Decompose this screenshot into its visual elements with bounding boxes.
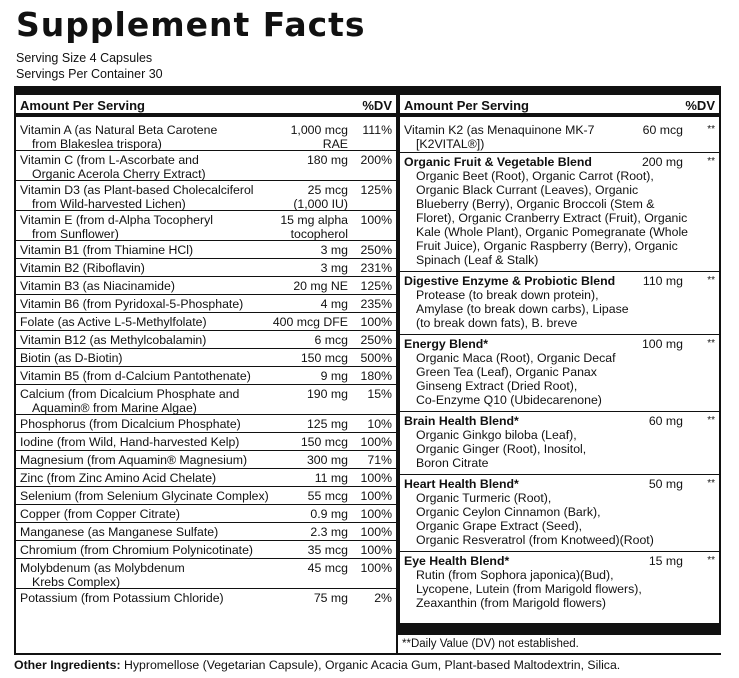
right-facts-panel [398, 95, 721, 623]
nutrient-dv: 100% [360, 471, 392, 485]
amount-line: 25 mcg [307, 183, 348, 197]
nutrient-amount [321, 297, 348, 311]
nutrient-name-line: Phosphorus (from Dicalcium Phosphate) [20, 417, 241, 431]
nutrient-name-line: Vitamin B2 (Riboflavin) [20, 261, 145, 275]
blend-name [404, 414, 586, 470]
nutrient-name-line: Vitamin B6 (from Pyridoxal-5-Phosphate) [20, 297, 244, 311]
amount-line: 55 mcg [307, 489, 348, 503]
blend-ingredient-line: Co-Enzyme Q10 (Ubidecarenone) [416, 393, 602, 407]
amount-line: (1,000 IU) [293, 197, 348, 211]
nutrient-name-line: Calcium (from Dicalcium Phosphate and [20, 387, 240, 401]
amount-line: 11 mg [314, 471, 348, 485]
nutrient-amount [307, 153, 348, 167]
dv-footnote: **Daily Value (DV) not established. [402, 638, 579, 650]
nutrient-amount [321, 369, 348, 383]
nutrient-name-line: Vitamin B1 (from Thiamine HCl) [20, 243, 194, 257]
nutrient-name-line: Vitamin B3 (as Niacinamide) [20, 279, 175, 293]
nutrient-name [20, 153, 206, 181]
blend-name [404, 554, 642, 610]
nutrient-name [20, 279, 175, 293]
blend-ingredient-line: Boron Citrate [416, 456, 489, 470]
nutrient-dv: 231% [360, 261, 392, 275]
blend-ingredient-line: Lycopene, Lutein (from Marigold flowers), [416, 582, 642, 596]
blend-amount: 60 mg [648, 414, 683, 428]
nutrient-name [20, 183, 254, 211]
nutrient-amount [308, 561, 348, 575]
nutrient-name-line: Vitamin C (from L-Ascorbate and [20, 153, 199, 167]
nutrient-row [16, 589, 396, 607]
blend-ingredient-line: Organic Black Currant (Leaves), Organic [416, 183, 639, 197]
amount-line: 35 mcg [307, 543, 348, 557]
amount-line: RAE [322, 137, 348, 151]
nutrient-row [16, 487, 396, 505]
amount-line: 9 mg [320, 369, 348, 383]
amount-line: tocopherol [290, 227, 348, 241]
nutrient-dv: 100% [360, 315, 392, 329]
nutrient-name [20, 591, 224, 605]
nutrient-name-line: Vitamin D3 (as Plant-based Cholecalciferol [20, 183, 254, 197]
blend-ingredient-line: Organic Maca (Root), Organic Decaf [416, 351, 616, 365]
nutrient-name-line: Organic Acerola Cherry Extract) [32, 167, 206, 181]
amount-line: 300 mg [306, 453, 348, 467]
blend-title: Eye Health Blend* [404, 554, 510, 568]
amount-header: Amount Per Serving [20, 98, 145, 113]
nutrient-row [16, 295, 396, 313]
nutrient-row [16, 349, 396, 367]
amount-line: 45 mcg [307, 561, 348, 575]
nutrient-amount [273, 315, 348, 329]
nutrient-dv: 100% [360, 525, 392, 539]
nutrient-row [16, 505, 396, 523]
nutrient-amount [321, 243, 348, 257]
left-header [16, 95, 396, 117]
nutrient-name [20, 123, 217, 151]
nutrient-amount [314, 591, 348, 605]
blend-dv: ** [707, 124, 715, 135]
nutrient-name-line: Folate (as Active L-5-Methylfolate) [20, 315, 207, 329]
nutrient-dv: 15% [367, 387, 392, 401]
nutrient-row [16, 523, 396, 541]
nutrient-dv: 100% [360, 435, 392, 449]
blend-ingredient-line: Organic Turmeric (Root), [416, 491, 552, 505]
nutrient-row [16, 151, 396, 181]
nutrient-name-line: Zinc (from Zinc Amino Acid Chelate) [20, 471, 217, 485]
nutrient-dv: 235% [360, 297, 392, 311]
nutrient-name [20, 507, 180, 521]
nutrient-name-line: Selenium (from Selenium Glycinate Complex) [20, 489, 269, 503]
nutrient-row [16, 259, 396, 277]
blend-ingredient-line: Organic Ceylon Cinnamon (Bark), [416, 505, 601, 519]
nutrient-amount [308, 543, 348, 557]
nutrient-amount [293, 279, 348, 293]
nutrient-row [16, 211, 396, 241]
nutrient-name [20, 387, 239, 415]
bottom-divider [398, 623, 721, 635]
nutrient-name-line: Vitamin A (as Natural Beta Carotene [20, 123, 218, 137]
other-ingredients-text: Hypromellose (Vegetarian Capsule), Organic Acacia Gum, Plant-based Maltodextrin, Silica. [120, 658, 621, 672]
blend-ingredient-line: Floret), Organic Cranberry Extract (Fruit), Organic [416, 211, 688, 225]
blend-amount: 110 mg [642, 274, 683, 288]
dv-header: %DV [685, 98, 715, 113]
nutrient-name [20, 489, 269, 503]
nutrient-row [16, 451, 396, 469]
nutrient-amount [301, 351, 348, 365]
amount-line: 150 mcg [300, 351, 348, 365]
blend-name [404, 477, 654, 547]
amount-line: 190 mg [306, 387, 348, 401]
nutrient-amount [321, 261, 348, 275]
blend-name [404, 155, 688, 267]
blend-title: Vitamin K2 (as Menaquinone MK-7 [404, 123, 595, 137]
amount-line: 3 mg [320, 261, 348, 275]
nutrient-dv: 100% [360, 213, 392, 227]
nutrient-name [20, 435, 239, 449]
blend-row [400, 475, 719, 552]
blend-dv: ** [707, 338, 715, 349]
nutrient-amount [307, 387, 348, 401]
nutrient-name [20, 561, 185, 589]
blend-row [400, 121, 719, 153]
blend-row [400, 335, 719, 412]
blend-ingredient-line: (to break down fats), B. breve [416, 316, 578, 330]
blend-row [400, 412, 719, 475]
nutrient-dv: 180% [360, 369, 392, 383]
nutrient-row [16, 241, 396, 259]
nutrient-name [20, 213, 213, 241]
nutrient-row [16, 277, 396, 295]
blend-dv: ** [707, 156, 715, 167]
nutrient-amount [310, 507, 348, 521]
amount-header: Amount Per Serving [404, 98, 529, 113]
blend-ingredient-line: Spinach (Leaf & Stalk) [416, 253, 539, 267]
blend-ingredient-line: Green Tea (Leaf), Organic Panax [416, 365, 597, 379]
amount-line: 180 mg [306, 153, 348, 167]
nutrient-name [20, 261, 145, 275]
nutrient-name-line: Krebs Complex) [32, 575, 121, 589]
nutrient-name [20, 417, 241, 431]
page-title: Supplement Facts [16, 5, 366, 44]
blend-ingredient-line: Fruit Juice), Organic Raspberry (Berry), Organic [416, 239, 678, 253]
nutrient-name-line: Vitamin B12 (as Methylcobalamin) [20, 333, 207, 347]
nutrient-name [20, 471, 216, 485]
amount-line: 1,000 mcg [290, 123, 348, 137]
blend-amount: 50 mg [648, 477, 683, 491]
nutrient-name [20, 543, 253, 557]
nutrient-dv: 125% [360, 183, 392, 197]
nutrient-name-line: from Sunflower) [32, 227, 119, 241]
nutrient-name-line: Potassium (from Potassium Chloride) [20, 591, 224, 605]
nutrient-name [20, 369, 251, 383]
serving-size: Serving Size 4 Capsules [16, 51, 153, 65]
blend-amount: 15 mg [648, 554, 683, 568]
nutrient-dv: 200% [360, 153, 392, 167]
nutrient-amount [307, 417, 348, 431]
nutrient-amount [301, 435, 348, 449]
nutrient-dv: 100% [360, 543, 392, 557]
nutrient-name-line: Manganese (as Manganese Sulfate) [20, 525, 219, 539]
nutrient-row [16, 313, 396, 331]
bottom-rule [14, 653, 721, 655]
nutrient-name [20, 525, 218, 539]
nutrient-row [16, 385, 396, 415]
nutrient-dv: 100% [360, 561, 392, 575]
blend-ingredient-line: Blueberry (Berry), Organic Broccoli (Stem & [416, 197, 655, 211]
blend-amount: 100 mg [641, 337, 683, 351]
nutrient-amount [315, 471, 348, 485]
blend-dv: ** [707, 415, 715, 426]
nutrient-dv: 250% [360, 333, 392, 347]
blend-dv: ** [707, 275, 715, 286]
nutrient-amount [307, 453, 348, 467]
amount-line: 15 mg alpha [280, 213, 348, 227]
blend-title: Brain Health Blend* [404, 414, 519, 428]
nutrient-name [20, 243, 193, 257]
right-header [400, 95, 719, 117]
dv-header: %DV [362, 98, 392, 113]
nutrient-amount [280, 213, 348, 241]
nutrient-name-line: Copper (from Copper Citrate) [20, 507, 180, 521]
nutrient-name [20, 351, 123, 365]
blend-title: Heart Health Blend* [404, 477, 519, 491]
nutrient-amount [291, 123, 348, 151]
amount-line: 3 mg [320, 243, 348, 257]
nutrient-row [16, 331, 396, 349]
blend-name [404, 274, 629, 330]
blend-ingredient-line: Amylase (to break down carbs), Lipase [416, 302, 629, 316]
nutrient-dv: 111% [362, 123, 392, 137]
blend-title: Energy Blend* [404, 337, 489, 351]
blend-title: Digestive Enzyme & Probiotic Blend [404, 274, 616, 288]
nutrient-dv: 125% [360, 279, 392, 293]
nutrient-name-line: Magnesium (from Aquamin® Magnesium) [20, 453, 248, 467]
nutrient-dv: 500% [360, 351, 392, 365]
blend-ingredient-line: Ginseng Extract (Dried Root), [416, 379, 578, 393]
amount-line: 0.9 mg [310, 507, 348, 521]
nutrient-name-line: Vitamin B5 (from d-Calcium Pantothenate) [20, 369, 251, 383]
nutrient-row [16, 469, 396, 487]
nutrient-row [16, 541, 396, 559]
blend-dv: ** [707, 555, 715, 566]
blend-row [400, 272, 719, 335]
amount-line: 150 mcg [300, 435, 348, 449]
nutrient-name-line: Molybdenum (as Molybdenum [20, 561, 185, 575]
blend-name [404, 337, 616, 407]
blend-ingredient-line: Organic Ginger (Root), Inositol, [416, 442, 587, 456]
nutrient-name-line: Iodine (from Wild, Hand-harvested Kelp) [20, 435, 240, 449]
blend-name [404, 123, 594, 151]
blend-ingredient-line: [K2VITAL®]) [416, 137, 485, 151]
nutrient-name [20, 333, 206, 347]
nutrient-amount [293, 183, 348, 211]
nutrient-name-line: Chromium (from Chromium Polynicotinate) [20, 543, 254, 557]
blend-ingredient-line: Organic Resveratrol (from Knotweed)(Root) [416, 533, 654, 547]
nutrient-row [16, 415, 396, 433]
amount-line: 125 mg [306, 417, 348, 431]
nutrient-row [16, 121, 396, 151]
nutrient-name [20, 297, 243, 311]
servings-per-container: Servings Per Container 30 [16, 67, 163, 81]
nutrient-dv: 100% [360, 507, 392, 521]
blend-ingredient-line: Organic Grape Extract (Seed), [416, 519, 583, 533]
blend-amount: 200 mg [641, 155, 683, 169]
blend-ingredient-line: Rutin (from Sophora japonica)(Bud), [416, 568, 614, 582]
blend-ingredient-line: Organic Ginkgo biloba (Leaf), [416, 428, 577, 442]
amount-line: 4 mg [320, 297, 348, 311]
nutrient-name-line: Aquamin® from Marine Algae) [32, 401, 197, 415]
amount-line: 2.3 mg [310, 525, 348, 539]
blend-ingredient-line: Kale (Whole Plant), Organic Pomegranate (Whole [416, 225, 689, 239]
nutrient-name-line: from Blakeslea trispora) [32, 137, 162, 151]
blend-row [400, 153, 719, 272]
nutrient-row [16, 433, 396, 451]
amount-line: 6 mcg [314, 333, 348, 347]
nutrient-dv: 100% [360, 489, 392, 503]
blend-amount: 60 mcg [642, 123, 683, 137]
nutrient-dv: 2% [374, 591, 392, 605]
other-ingredients [14, 658, 620, 672]
nutrient-row [16, 181, 396, 211]
left-facts-panel [14, 95, 398, 653]
nutrient-name-line: Vitamin E (from d-Alpha Tocopheryl [20, 213, 213, 227]
nutrient-amount [315, 333, 349, 347]
nutrient-name-line: Biotin (as D-Biotin) [20, 351, 123, 365]
blend-ingredient-line: Zeaxanthin (from Marigold flowers) [416, 596, 606, 610]
blend-row [400, 552, 719, 615]
nutrient-row [16, 367, 396, 385]
nutrient-amount [310, 525, 348, 539]
nutrient-amount [308, 489, 348, 503]
nutrient-row [16, 559, 396, 589]
blend-title: Organic Fruit & Vegetable Blend [404, 155, 592, 169]
nutrient-dv: 250% [360, 243, 392, 257]
nutrient-dv: 10% [367, 417, 392, 431]
blend-ingredient-line: Organic Beet (Root), Organic Carrot (Root), [416, 169, 654, 183]
amount-line: 400 mcg DFE [272, 315, 348, 329]
amount-line: 75 mg [313, 591, 348, 605]
nutrient-name [20, 315, 207, 329]
nutrient-name [20, 453, 247, 467]
nutrient-name-line: from Wild-harvested Lichen) [32, 197, 186, 211]
nutrient-dv: 71% [367, 453, 392, 467]
top-divider [14, 86, 721, 95]
blend-ingredient-line: Protease (to break down protein), [416, 288, 599, 302]
amount-line: 20 mg NE [293, 279, 348, 293]
blend-dv: ** [707, 478, 715, 489]
other-ingredients-label: Other Ingredients: [14, 658, 121, 672]
